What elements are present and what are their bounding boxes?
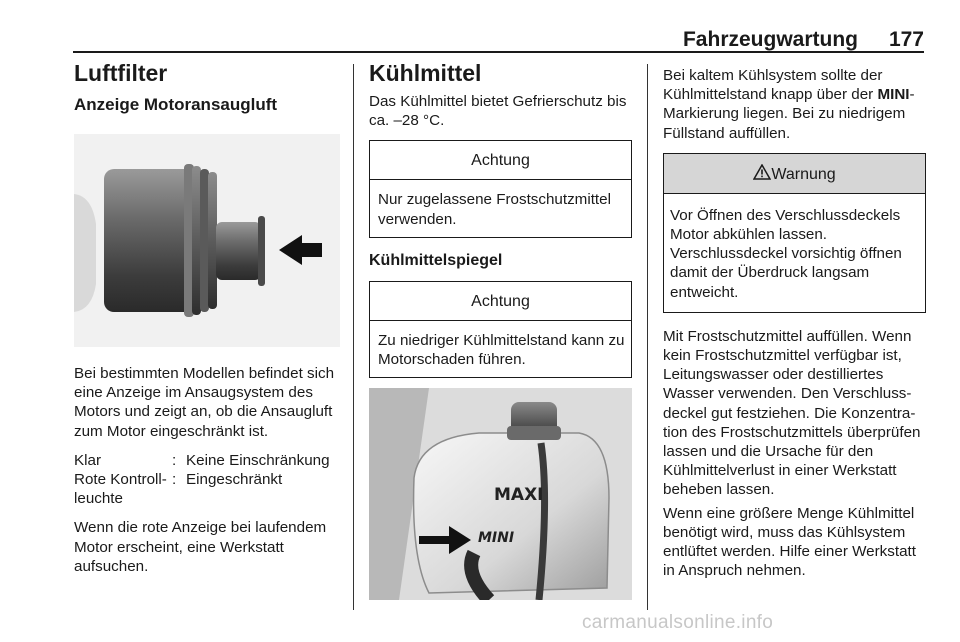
- spec-value: Eingeschränkt: [186, 471, 283, 489]
- warning-heading-text: Warnung: [771, 165, 836, 183]
- bleeding-paragraph: Wenn eine größere Menge Kühlmittel benötigt wird, muss das Kühlsystem entlüftet werden. Hilfe einer Werkstatt in Anspruch nehmen.: [663, 504, 916, 580]
- caution-box: [369, 140, 632, 237]
- page-number: 177: [888, 28, 924, 51]
- column-middle: [369, 58, 632, 600]
- caution-text: Nur zugelassene Frostschutzmittel verwenden.: [378, 191, 611, 228]
- column-divider-right: [647, 64, 648, 610]
- min-mark-label: MINI: [478, 530, 515, 547]
- mini-mark-text: MINI: [877, 86, 910, 104]
- coolant-reservoir-image: [369, 388, 632, 600]
- column-right: [663, 66, 926, 590]
- spec-label: Klar: [74, 451, 102, 469]
- running-header-title: Fahrzeugwartung: [682, 28, 858, 51]
- warning-triangle-icon: [753, 164, 771, 180]
- section-title-kuehlmittel: Kühlmittel: [369, 60, 482, 86]
- caution-heading: Achtung: [370, 282, 631, 321]
- subsection-title: Anzeige Motoransaugluft: [74, 95, 278, 114]
- column-left: [74, 58, 340, 586]
- spec-separator: :: [172, 451, 177, 469]
- air-intake-indicator-image: [74, 134, 340, 347]
- spec-separator: :: [172, 471, 177, 489]
- warning-box: [663, 153, 926, 313]
- intro-paragraph: Bei bestimmten Modellen befindet sich eine Anzeige im Ansaugsystem des Motors und zeigt an, ob die Ansaugluft zum Motor eingeschränkt ist.: [74, 365, 335, 440]
- indicator-status-table: [74, 451, 340, 509]
- watermark: carmanualsonline.info: [582, 612, 774, 633]
- paragraph-text: -Markierung liegen. Bei zu niedrigem Füllstand auffüllen.: [663, 86, 915, 142]
- subsection-title: Kühlmittelspiegel: [369, 251, 503, 269]
- intro-paragraph: Das Kühlmittel bietet Gefrierschutz bis ca. –28 °C.: [369, 93, 627, 130]
- outro-paragraph: Wenn die rote Anzeige bei laufendem Motor erscheint, eine Werkstatt aufsuchen.: [74, 519, 327, 575]
- warning-text: Vor Öffnen des Verschlussdeckels Motor abkühlen lassen. Verschlussdeckel vorsichtig öffnen damit der Überdruck langsam entweicht.: [670, 206, 902, 301]
- max-mark-label: MAXI: [494, 485, 544, 506]
- coolant-level-paragraph: [663, 66, 926, 143]
- air-intake-indicator-illustration: [74, 134, 340, 347]
- caution-box: [369, 281, 632, 378]
- coolant-reservoir-illustration: [369, 388, 632, 600]
- refill-paragraph: Mit Frostschutzmittel auffüllen. Wenn kein Frostschutzmittel verfügbar ist, Leitungswasser oder destilliertes Wasser verwenden. Den Verschlussdeckel gut festziehen. Die Konzentration des Frostschutzmittels überprüfen lassen und die Ursache für den Kühlmittelverlust in einer Werkstatt beheben lassen.: [663, 327, 921, 499]
- spec-value: Keine Einschränkung: [186, 451, 330, 469]
- section-title-luftfilter: Luftfilter: [74, 60, 168, 86]
- caution-heading: Achtung: [370, 141, 631, 180]
- spec-label: Rote Kontrollleuchte: [74, 471, 167, 508]
- column-divider-left: [353, 64, 354, 610]
- warning-heading: [664, 154, 925, 194]
- caution-text: Zu niedriger Kühlmittelstand kann zu Motorschaden führen.: [378, 331, 625, 369]
- paragraph-text: Bei kaltem Kühlsystem sollte der Kühlmittelstand knapp über der: [663, 67, 883, 104]
- header-rule: [73, 51, 924, 53]
